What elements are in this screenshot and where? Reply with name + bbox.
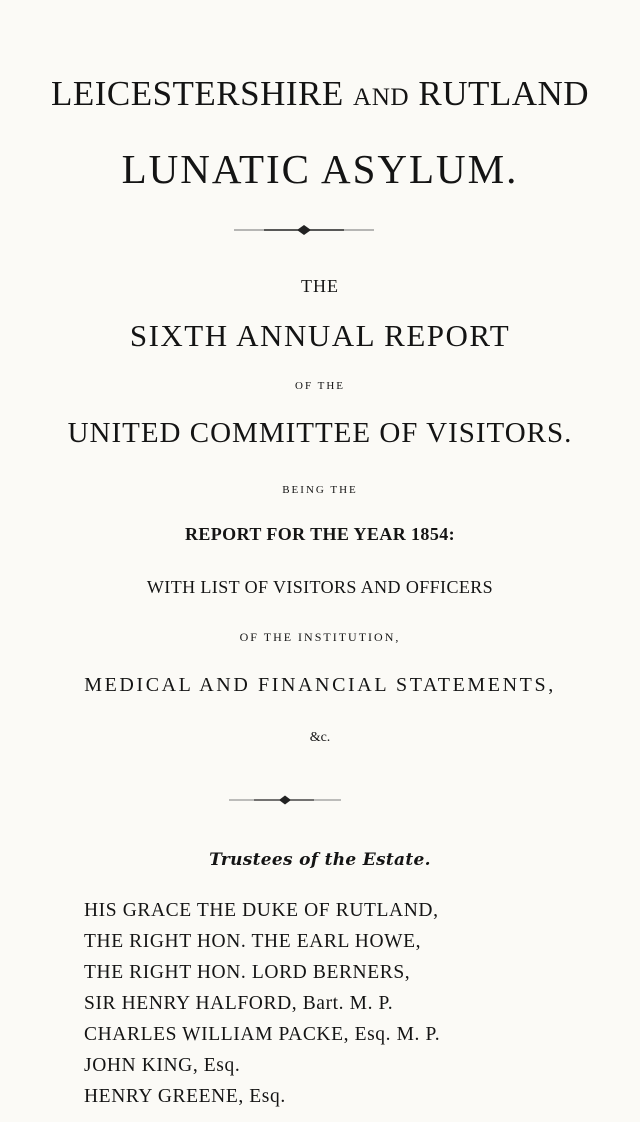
title-line-1: [0, 74, 640, 114]
report-title: SIXTH ANNUAL REPORT: [129, 318, 511, 353]
statements-line: MEDICAL AND FINANCIAL STATEMENTS,: [84, 674, 556, 696]
trustee-entry: CHARLES WILLIAM PACKE, Esq. M. P.: [84, 1024, 441, 1045]
title-and: AND: [353, 84, 410, 111]
title-rutland: RUTLAND: [418, 74, 590, 113]
trustee-entry: JOHN KING, Esq.: [84, 1055, 241, 1076]
trustee-entry: SIR HENRY HALFORD, Bart. M. P.: [84, 993, 394, 1014]
trustees-heading: Trustees of the Estate.: [209, 850, 431, 870]
ornamental-rule-top: [234, 224, 374, 236]
ornamental-rule-bottom: [229, 794, 341, 806]
of-the-label: OF THE: [295, 380, 345, 392]
trustee-entry: HIS GRACE THE DUKE OF RUTLAND,: [84, 900, 439, 921]
trustee-entry: HENRY GREENE, Esq.: [84, 1086, 286, 1107]
with-list-line: WITH LIST OF VISITORS AND OFFICERS: [146, 577, 494, 597]
of-institution-line: OF THE INSTITUTION,: [239, 630, 401, 644]
title-line-2: LUNATIC ASYLUM.: [121, 146, 519, 192]
being-the-label: BEING THE: [282, 484, 358, 496]
etc-line: &c.: [309, 730, 331, 745]
committee-title: UNITED COMMITTEE OF VISITORS.: [67, 417, 573, 449]
trustee-entry: THE RIGHT HON. THE EARL HOWE,: [84, 931, 422, 952]
title-leicestershire: LEICESTERSHIRE: [50, 74, 344, 113]
the-label: THE: [301, 276, 339, 296]
trustee-entry: THE RIGHT HON. LORD BERNERS,: [84, 962, 411, 983]
report-year: REPORT FOR THE YEAR 1854:: [184, 524, 456, 544]
